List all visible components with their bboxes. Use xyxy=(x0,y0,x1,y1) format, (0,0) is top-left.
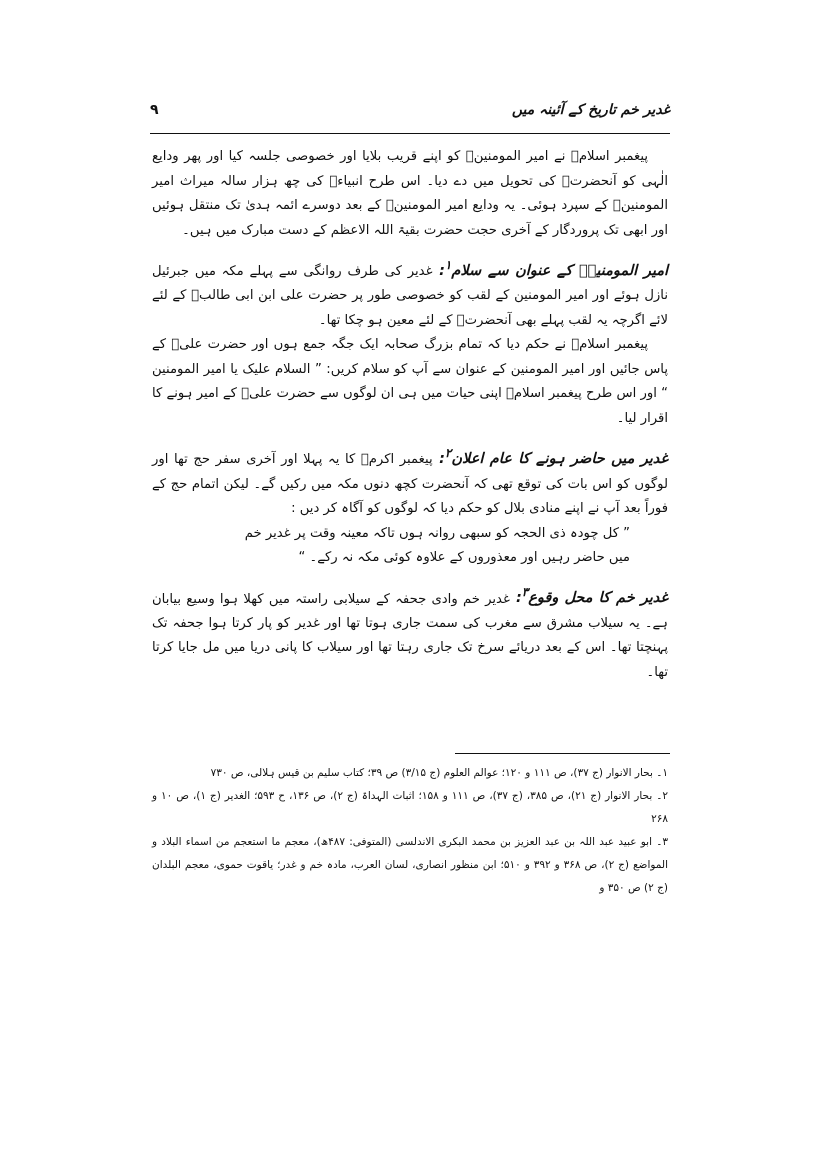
block-quote: ” کل چودہ ذی الحجہ کو سبھی روانہ ہوں تاکہ معینہ وقت پر غدیر خم میں حاضر رہیں اور معذوروں کے علاوہ کوئی مکہ نہ رکے۔ “ xyxy=(244,525,630,566)
footnotes xyxy=(152,762,668,900)
main-text xyxy=(152,145,668,685)
section-text: غدیر کی طرف روانگی سے پہلے مکہ میں جبرئیل نازل ہوئے اور امیر المومنین کے لقب کو خصوصی طور پر حضرت علی ابن ابی طالبؑ کے لئے لائے اگرچہ یہ لقب پہلے بھی آنحضرتؑ کے لئے معین ہو چکا تھا۔ xyxy=(152,263,668,328)
header-divider xyxy=(150,133,670,134)
section-heading-text: غدیر خم کا محل وقوع xyxy=(528,590,668,607)
running-header-title: غدیر خم تاریخ کے آئینہ میں xyxy=(511,102,670,118)
footnote-marker: ۱ xyxy=(444,258,452,272)
section-heading: امیر المومنینؑ کے عنوان سے سلام$^۱$: xyxy=(432,258,669,279)
section-announcement xyxy=(152,441,668,521)
footnote-divider xyxy=(455,753,670,754)
section-salam xyxy=(152,253,668,333)
page-number: ۹ xyxy=(150,102,159,118)
section-heading-text: غدیر میں حاضر ہونے کا عام اعلان xyxy=(451,451,669,468)
section-heading-text: امیر المومنینؑ کے عنوان سے سلام xyxy=(451,262,669,279)
footnote-3: ۳۔ ابو عبید عبد اللہ بن عبد العزیز بن محمد البکری الاندلسی (المتوفی: ۴۸۷ھ)، معجم ما استعجم من اسماء البلاد و المواضع (ج ۲)، ص ۳۶۸ و ۳۹۲ و ۵۱۰؛ ابن منظور انصاری، لسان العرب، مادہ خم و غدر؛ یاقوت حموی، معجم البلدان (ج ۲) ص ۳۵۰ و xyxy=(152,836,668,894)
section-location xyxy=(152,581,668,686)
section-text: غدیر خم وادی جحفہ کے سیلابی راستہ میں کھلا ہوا وسیع بیابان ہے۔ یہ سیلاب مشرق سے مغرب کی سمت جاری ہوتا تھا اور غدیر کو پار کرتا ہوا جحفہ تک پہنچتا تھا۔ اس کے بعد دریائے سرخ تک جاری رہتا تھا اور سیلاب کا پانی دریا میں مل جایا کرتا تھا۔ xyxy=(152,591,668,680)
section-text: پیغمبر اکرمؐ کا یہ پہلا اور آخری سفر حج تھا اور لوگوں کو اس بات کی توقع تھی کہ آنحضرت کچھ دنوں مکہ میں رکیں گے۔ لیکن اتمام حج کے فوراً بعد آپ نے اپنے منادی بلال کو حکم دیا کہ لوگوں کو آگاہ کر دیں : xyxy=(152,452,668,517)
footnote-2: ۲۔ بحار الانوار (ج ۲۱)، ص ۳۸۵، (ج ۳۷)، ص ۱۱۱ و ۱۵۸؛ اثبات الہداۃ (ج ۲)، ص ۱۳۶، ح ۵۹۳؛ الغدیر (ج ۱)، ص ۱۰ و ۲۶۸ xyxy=(152,790,668,825)
section-salam-continuation: پیغمبر اسلامؐ نے حکم دیا کہ تمام بزرگ صحابہ ایک جگہ جمع ہوں اور حضرت علیؑ کے پاس جائیں اور امیر المومنین کے عنوان سے آپ کو سلام کریں: ” السلام علیک یا امیر المومنین “ اور اس طرح پیغمبر اسلامؐ اپنی حیات میں ہی ان لوگوں سے حضرت علیؑ کے امیر ہونے کا اقرار لیا۔ xyxy=(152,337,668,426)
footnote-marker: ۲ xyxy=(444,446,452,461)
section-heading: غدیر میں حاضر ہونے کا عام اعلان$^۲$: xyxy=(432,446,669,468)
intro-paragraph: پیغمبر اسلامؐ نے امیر المومنینؑ کو اپنے قریب بلایا اور خصوصی جلسہ کیا اور پھر ودایع الٰہی کو آنحضرتؑ کی تحویل میں دے دیا۔ اس طرح انبیاءؑ کی چھ ہزار سالہ میراث امیر المومنینؑ کے سپرد ہوئی۔ یہ ودایع امیر المومنینؑ کے بعد دوسرے ائمہ ہدیٰ تک منتقل ہوئیں اور ابھی تک پروردگار کے آخری حجت حضرت بقیۃ اللہ الاعظم کے دست مبارک میں ہیں۔ xyxy=(152,149,668,238)
footnote-1: ۱۔ بحار الانوار (ج ۳۷)، ص ۱۱۱ و ۱۲۰؛ عوالم العلوم (ج ۳/۱۵) ص ۳۹؛ کتاب سلیم بن قیس ہلالی، ص ۷۳۰ xyxy=(210,767,668,779)
section-heading: غدیر خم کا محل وقوع$^۳$: xyxy=(509,585,668,607)
footnote-marker: ۳ xyxy=(521,585,529,600)
running-header xyxy=(150,98,670,128)
